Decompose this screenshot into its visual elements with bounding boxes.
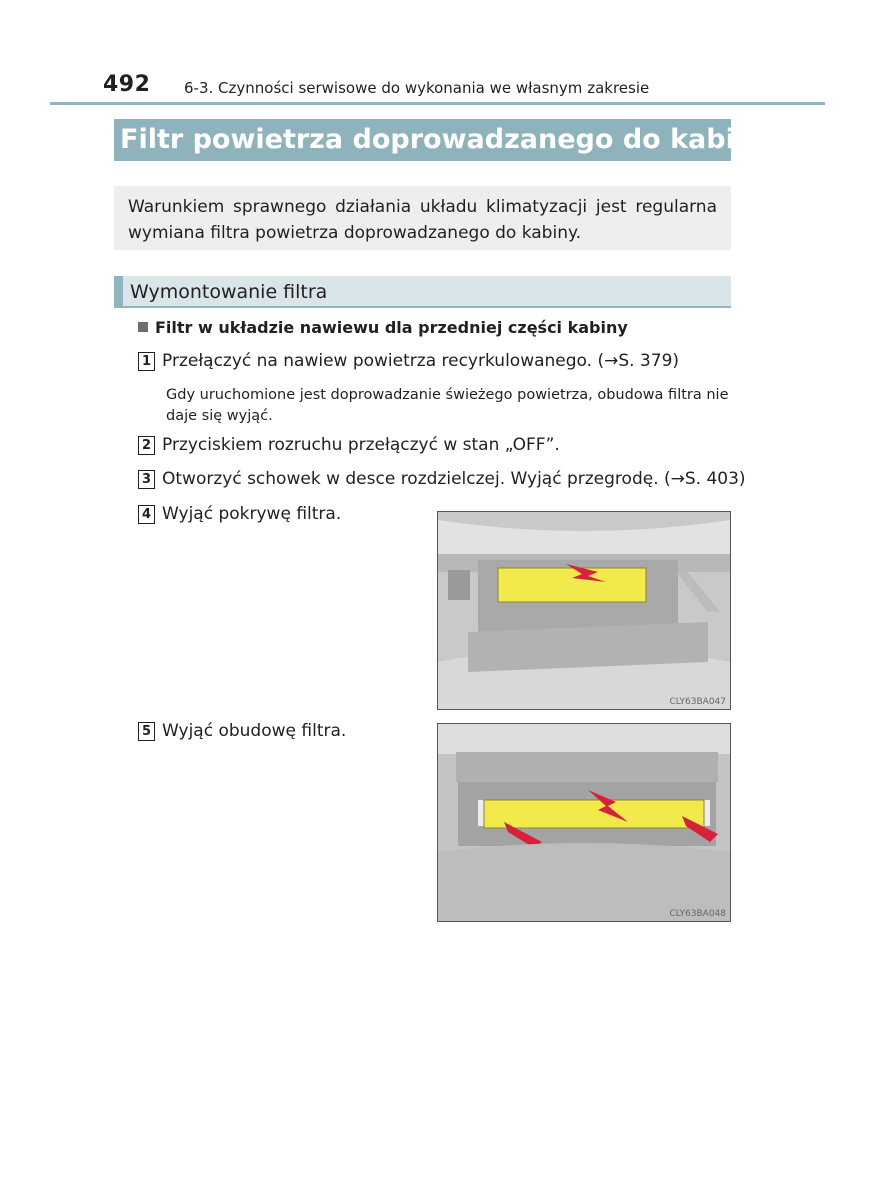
step-number: 2 <box>138 436 155 455</box>
page-number: 492 <box>103 72 151 97</box>
figure-filter-cover <box>437 511 731 710</box>
step-number: 4 <box>138 505 155 524</box>
square-bullet-icon <box>138 322 148 332</box>
filter-housing-illustration <box>438 724 730 921</box>
section-reference: 6-3. Czynności serwisowe do wykonania we własnym zakresie <box>184 79 650 97</box>
step-number: 5 <box>138 722 155 741</box>
step-text: Przyciskiem rozruchu przełączyć w stan „OFF”. <box>162 435 560 455</box>
filter-cover-illustration <box>438 512 730 709</box>
subsection-title: Wymontowanie filtra <box>130 281 328 303</box>
subsection-heading <box>114 276 731 308</box>
figure-code: CLY63BA048 <box>669 909 726 919</box>
bullet-heading-text: Filtr w układzie nawiewu dla przedniej części kabiny <box>155 318 628 337</box>
step-text: Wyjąć pokrywę filtra. <box>162 504 342 524</box>
step-text: Otworzyć schowek w desce rozdzielczej. Wyjąć przegrodę. (→S. 403) <box>162 469 746 489</box>
header-rule <box>50 102 825 105</box>
intro-box: Warunkiem sprawnego działania układu klimatyzacji jest regularna wymiana filtra powietrza doprowadzanego do kabiny. <box>114 186 731 250</box>
bullet-heading <box>138 318 628 337</box>
step-2 <box>138 435 560 455</box>
step-number: 1 <box>138 352 155 371</box>
step-note: Gdy uruchomione jest doprowadzanie świeżego powietrza, obudowa filtra nie daje się wyjąć. <box>166 387 729 424</box>
step-number: 3 <box>138 470 155 489</box>
step-5 <box>138 721 346 741</box>
step-text: Przełączyć na nawiew powietrza recyrkulowanego. (→S. 379) <box>162 351 680 371</box>
subsection-bar <box>114 276 123 306</box>
figure-code: CLY63BA047 <box>669 697 726 707</box>
step-3 <box>138 469 746 489</box>
step-4 <box>138 504 341 524</box>
page-title: Filtr powietrza doprowadzanego do kabiny <box>114 119 731 161</box>
figure-filter-housing <box>437 723 731 922</box>
step-text: Wyjąć obudowę filtra. <box>162 721 347 741</box>
step-1 <box>138 351 679 371</box>
